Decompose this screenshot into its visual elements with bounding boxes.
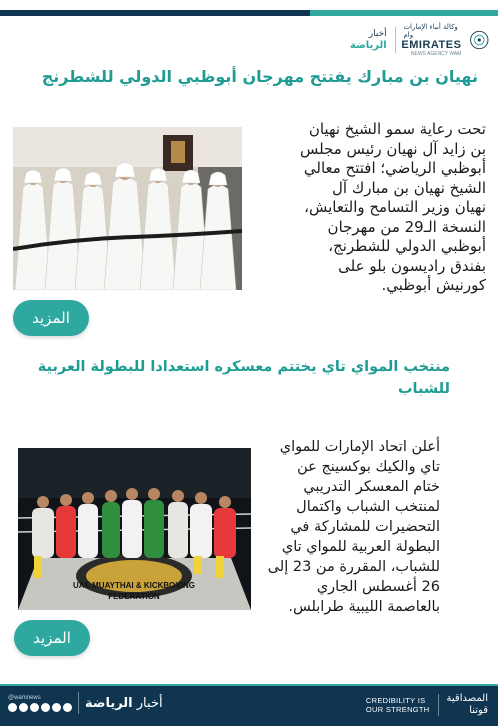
header-brand [350,22,490,58]
footer-divider-right [438,694,439,716]
credibility-en-line1: CREDIBILITY IS [365,696,426,705]
article-2-line: ختام المعسكر التدريبي [303,479,440,495]
top-bar-teal [310,10,498,16]
article-2-photo [18,448,251,610]
top-bar-navy [0,10,310,16]
article-1-headline[interactable]: نهيان بن مبارك يفتتح مهرجان أبوظبي الدولي للشطرنج [41,67,478,86]
linkedin-icon[interactable] [52,703,61,712]
footer-section-bold: الرياضة [85,695,133,711]
article-1-line: الشيخ نهيان بن مبارك آل [332,178,486,197]
footer-section-title [85,696,163,711]
footer-left [8,692,163,714]
twitter-icon[interactable] [19,703,28,712]
photo-caption-line1: UAE MUAYTHAI & KICKBOXING [73,581,195,590]
article-2-body [254,437,440,617]
article-2-line: التحضيرات للمشاركة في [290,519,440,535]
article-2-line: 26 أغسطس الجاري [316,579,440,595]
article-2-line: للشباب، المقررة من 23 إلى [267,559,440,575]
credibility-en [366,696,430,714]
facebook-icon[interactable] [8,703,17,712]
instagram-icon[interactable] [30,703,39,712]
article-1-line: تحت رعاية سمو الشيخ نهيان [308,120,486,138]
snapchat-icon[interactable] [63,703,72,712]
article-2-headline-line: للشباب [397,381,450,397]
article-1-line: أبوظبي الدولي للشطرنج، [328,237,486,255]
social-icons [8,703,72,712]
article-2-line: لمنتخب الشباب واكتمال [296,499,440,515]
agency-name-ar: وكالة أنباء الإمارات وام [403,23,458,39]
article-1-photo [13,127,242,290]
footer-right [366,693,488,717]
footer-divider-left [78,692,79,714]
article-2-line: بالعاصمة الليبية طرابلس. [288,599,440,615]
article-2-more-button[interactable]: المزيد [14,620,90,656]
section-title-line2: الرياضة [350,39,387,51]
agency-name-en: EMIRATES [401,39,462,51]
article-1-line: بن زايد آل نهيان رئيس مجلس [299,139,486,158]
photo-caption-line2: FEDERATION [108,592,160,601]
article-2-line: تاي والكيك بوكسينج عن [297,459,440,475]
ribbon-cutting-image [13,127,242,290]
article-1-line: بفندق راديسون بلو على [338,256,486,275]
youtube-icon[interactable] [41,703,50,712]
social-handle: @wamnews [8,694,41,701]
footer-social-group [8,695,72,712]
article-2-headline-line: منتخب المواي تاي يختتم معسكره استعدادا للبطولة العربية [37,359,450,375]
section-title [350,29,387,52]
article-1-line: نهيان وزير التسامح والتعايش، [304,198,486,216]
wam-logo-icon [469,27,490,53]
article-1-more-button[interactable]: المزيد [13,300,89,336]
article-1-line: كورنيش أبوظبي. [381,276,486,294]
section-title-line1: أخبار [368,28,387,39]
credibility-ar-line2: قوتنا [469,705,488,716]
credibility-ar [447,693,488,717]
credibility-ar-line1: المصداقية [446,693,488,704]
agency-subtitle: NEWS AGENCY WAM [410,51,462,57]
header-divider [395,27,396,53]
article-2-headline[interactable] [18,356,450,400]
article-1-body [250,120,486,296]
wam-logo-text [403,25,461,55]
article-1-line: أبوظبي الرياضي؛ افتتح معالي [303,159,486,177]
article-1-line: النسخة الـ29 من مهرجان [327,217,486,236]
footer-section-prefix: أخبار [136,695,163,711]
article-2-line: أعلن اتحاد الإمارات للمواي [279,439,440,455]
muaythai-team-image [18,448,251,610]
credibility-en-line2: OUR STRENGTH [365,705,430,714]
article-2-line: البطولة العربية للمواي تاي [281,539,440,555]
